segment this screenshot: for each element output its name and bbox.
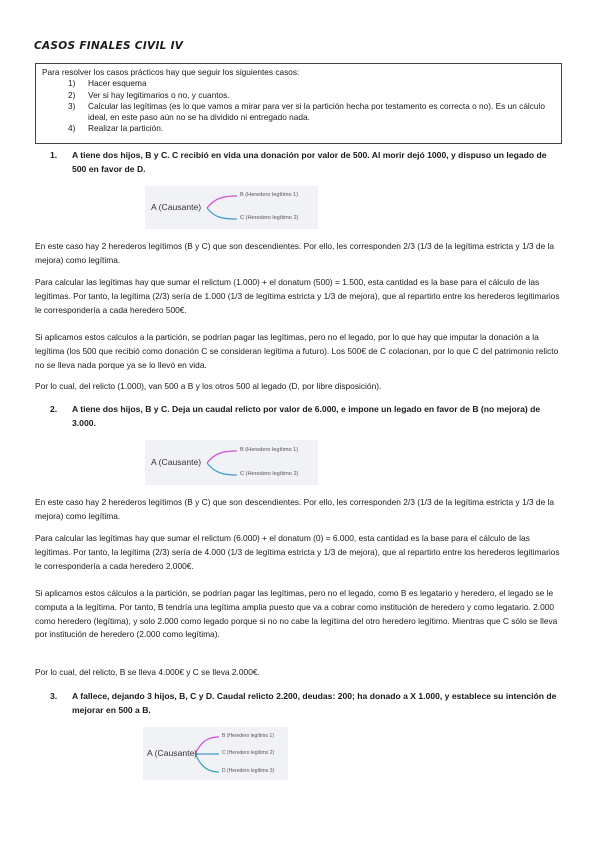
paragraph: Si aplicamos estos cálculos a la partición, se podrían pagar las legítimas, pero no el legado, como B es legatario y heredero, el legado se le computa a la legítima. Por tanto, B tendría una legítima amplia puesto que va a cobrar como institución de heredero y como legatario. 2.000 como heredero (legítima), y solo 2.000 como legado porque si no no cabe la legítima del otro heredero legítimo. Mientras que C sólo se lleva por institución de heredero (2.000 como legítima). xyxy=(35,588,558,640)
instructions-box xyxy=(35,63,562,144)
step-item: 4) Realizar la partición. xyxy=(68,123,164,134)
diagram-child-node: D (Heredero legítimo 3) xyxy=(222,768,275,774)
paragraph: Para calcular las legítimas hay que sumar el relictum (6.000) + el donatum (0) = 6.000, esta cantidad es la base para el cálculo de las legítimas. Por tanto, la legítima (2/3) sería de 4.000 (1/3 de legítima estricta y 1/3 de mejora), que al repartirlo entre los herederos legitimarios le correspondería a cada heredero 2.000€. xyxy=(35,533,560,571)
paragraph: Por lo cual, del relicto (1.000), van 500 a B y los otros 500 al legado (D, por libre disposición). xyxy=(35,381,382,391)
document-title: CASOS FINALES CIVIL IV xyxy=(34,40,184,52)
diagram-child-node: C (Heredero legítimo 2) xyxy=(240,471,299,477)
paragraph: En este caso hay 2 herederos legítimos (B y C) que son descendientes. Por ello, les corresponden 2/3 (1/3 de la legítima estricta y 1/3 de la mejora) como legítima. xyxy=(35,497,555,521)
step-item: 1) Hacer esquema xyxy=(68,78,147,89)
step-item: 3) Calcular las legítimas (es lo que vamos a mirar para ver si la partición hecha por testamento es correcta o no). Es un cálculo ideal, en este paso aún no se ha dividido ni entregado nada. xyxy=(68,100,545,123)
paragraph: Por lo cual, del relicto, B se lleva 4.000€ y C se lleva 2.000€. xyxy=(35,667,260,677)
diagram-child-node: B (Heredero legítimo 1) xyxy=(240,192,299,198)
case-3-diagram xyxy=(143,727,288,780)
diagram-child-node: C (Heredero legítimo 2) xyxy=(222,750,275,756)
case-1-diagram xyxy=(145,186,318,229)
case-2-diagram xyxy=(145,440,318,485)
diagram-root-node: A (Causante) xyxy=(151,202,202,212)
paragraph: Para calcular las legítimas hay que sumar el relictum (1.000) + el donatum (500) = 1.500, esta cantidad es la base para el cálculo de las legítimas. Por tanto, la legítima (2/3) sería de 1.000 (1/3 de legítima estricta y 1/3 de mejora), que al repartirlo entre los herederos legitimarios le correspondería a cada heredero 500€. xyxy=(35,277,560,315)
case-3-statement: 3. A fallece, dejando 3 hijos, B, C y D. Caudal relicto 2.200, deudas: 200; ha donado a X 1.000, y establece su intención de mejorar en 500 a B. xyxy=(50,691,557,715)
instructions-lead: Para resolver los casos prácticos hay que seguir los siguientes casos: xyxy=(42,67,300,77)
diagram-child-node: B (Heredero legítimo 1) xyxy=(240,447,299,453)
diagram-root-node: A (Causante) xyxy=(151,457,202,467)
step-item: 2) Ver si hay legitimarios o no, y cuantos. xyxy=(68,89,230,100)
steps-list xyxy=(42,78,555,134)
diagram-child-node: B (Heredero legítimo 1) xyxy=(222,733,274,739)
case-1-statement: 1. A tiene dos hijos, B y C. C recibió en vida una donación por valor de 500. Al morir dejó 1000, y dispuso un legado de 500 en favor de D. xyxy=(50,150,547,174)
case-2-statement: 2. A tiene dos hijos, B y C. Deja un caudal relicto por valor de 6.000, e impone un legado en favor de B (no mejora) de 3.000. xyxy=(50,404,541,428)
paragraph: Si aplicamos estos calculos a la partición, se podrían pagar las legítimas, pero no el legado, por lo que hay que imputar la donación a la legítima (los 500 que recibió como donación C se consideran legítima a futuro). Los 500€ de C colacionan, por lo que C del patrimonio relicto no se lleva nada porque ya se lo llevó en vida. xyxy=(35,332,559,370)
diagram-child-node: C (Heredero legítimo 2) xyxy=(240,215,299,221)
diagram-root-node: A (Causante) xyxy=(147,748,198,758)
paragraph: En este caso hay 2 herederos legítimos (B y C) que son descendientes. Por ello, les corresponden 2/3 (1/3 de la legítima estricta y 1/3 de la mejora) como legítima. xyxy=(35,241,555,265)
